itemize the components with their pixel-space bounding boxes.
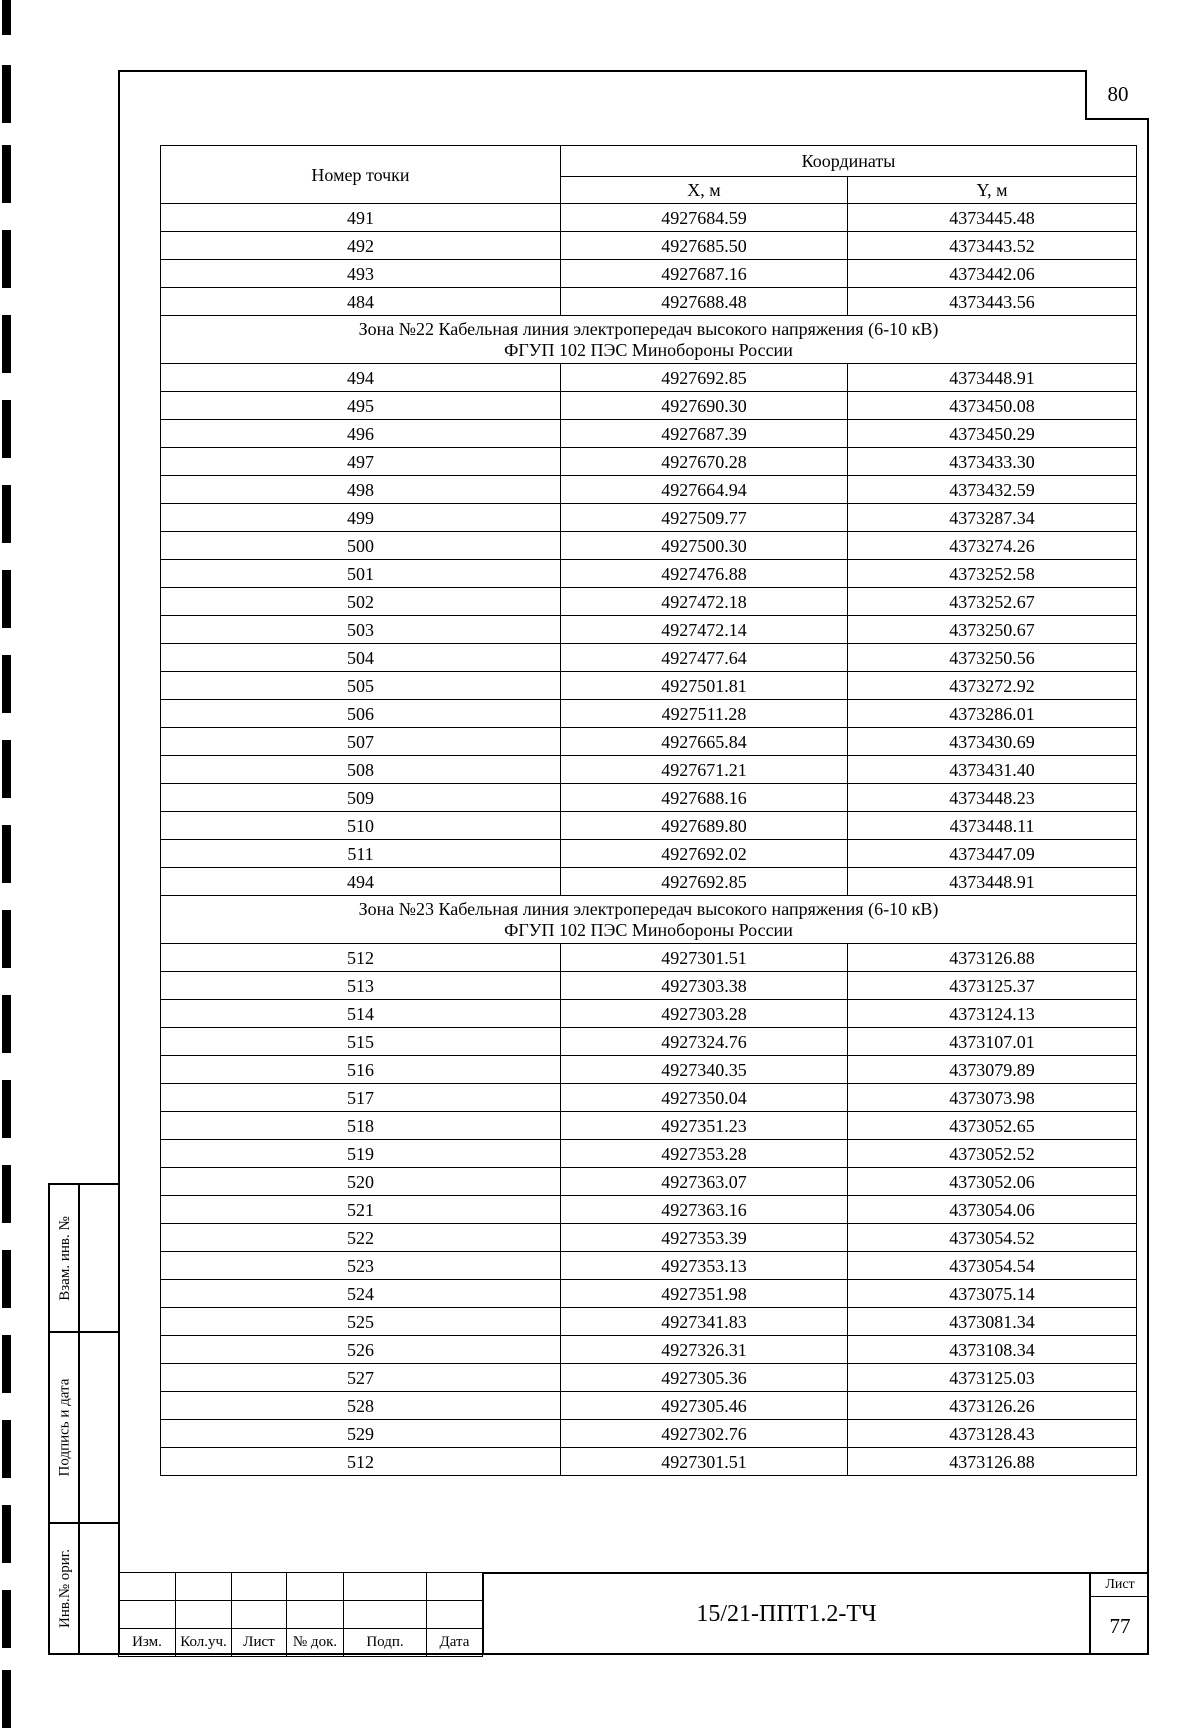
table-row (161, 756, 1137, 784)
stamp-label-kol-uch: Кол.уч. (176, 1629, 232, 1657)
y-coordinate-cell: 4373287.34 (848, 504, 1137, 532)
table-row (161, 644, 1137, 672)
y-coordinate-cell: 4373450.08 (848, 392, 1137, 420)
table-row (161, 728, 1137, 756)
y-coordinate-cell: 4373250.67 (848, 616, 1137, 644)
x-coordinate-cell: 4927303.28 (561, 1000, 848, 1028)
stamp-label-izm: Изм. (119, 1629, 176, 1657)
point-number-cell: 493 (161, 260, 561, 288)
document-code: 15/21-ППТ1.2-ТЧ (482, 1572, 1089, 1655)
table-row (161, 1084, 1137, 1112)
table-row (161, 532, 1137, 560)
table-row (161, 1140, 1137, 1168)
x-coordinate-cell: 4927302.76 (561, 1420, 848, 1448)
point-number-cell: 496 (161, 420, 561, 448)
point-number-cell: 499 (161, 504, 561, 532)
table-row (161, 1112, 1137, 1140)
point-number-cell: 519 (161, 1140, 561, 1168)
y-coordinate-cell: 4373052.52 (848, 1140, 1137, 1168)
x-coordinate-cell: 4927665.84 (561, 728, 848, 756)
binding-mark (2, 995, 11, 1053)
point-number-cell: 523 (161, 1252, 561, 1280)
table-row (161, 476, 1137, 504)
x-coordinate-cell: 4927476.88 (561, 560, 848, 588)
binding-mark (2, 1080, 11, 1138)
x-coordinate-cell: 4927301.51 (561, 944, 848, 972)
point-number-cell: 501 (161, 560, 561, 588)
point-number-cell: 495 (161, 392, 561, 420)
x-coordinate-cell: 4927363.07 (561, 1168, 848, 1196)
stamp-label-list: Лист (232, 1629, 287, 1657)
table-row (161, 1224, 1137, 1252)
y-coordinate-cell: 4373128.43 (848, 1420, 1137, 1448)
binding-mark (2, 825, 11, 883)
y-coordinate-cell: 4373443.52 (848, 232, 1137, 260)
table-row (161, 1056, 1137, 1084)
x-coordinate-cell: 4927692.02 (561, 840, 848, 868)
x-coordinate-cell: 4927301.51 (561, 1448, 848, 1476)
binding-mark (2, 1420, 11, 1478)
point-number-cell: 491 (161, 204, 561, 232)
x-coordinate-cell: 4927685.50 (561, 232, 848, 260)
x-coordinate-cell: 4927351.98 (561, 1280, 848, 1308)
x-coordinate-cell: 4927509.77 (561, 504, 848, 532)
x-coordinate-cell: 4927687.39 (561, 420, 848, 448)
x-coordinate-cell: 4927472.18 (561, 588, 848, 616)
table-row (161, 448, 1137, 476)
y-coordinate-cell: 4373448.91 (848, 364, 1137, 392)
point-number-cell: 503 (161, 616, 561, 644)
binding-mark (2, 655, 11, 713)
table-row (161, 204, 1137, 232)
stamp-label-podp: Подп. (344, 1629, 427, 1657)
y-coordinate-cell: 4373445.48 (848, 204, 1137, 232)
table-row (161, 260, 1137, 288)
point-number-cell: 500 (161, 532, 561, 560)
table-row (161, 364, 1137, 392)
x-coordinate-cell: 4927305.36 (561, 1364, 848, 1392)
sheet-number: 77 (1109, 1614, 1131, 1638)
binding-mark (2, 400, 11, 458)
y-coordinate-cell: 4373126.26 (848, 1392, 1137, 1420)
y-coordinate-cell: 4373432.59 (848, 476, 1137, 504)
table-row (161, 1000, 1137, 1028)
x-coordinate-cell: 4927350.04 (561, 1084, 848, 1112)
point-number-cell: 524 (161, 1280, 561, 1308)
x-coordinate-cell: 4927670.28 (561, 448, 848, 476)
binding-mark (2, 1165, 11, 1223)
y-coordinate-cell: 4373274.26 (848, 532, 1137, 560)
point-number-cell: 513 (161, 972, 561, 1000)
binding-mark (2, 1590, 11, 1648)
binding-mark (2, 1505, 11, 1563)
table-row (161, 700, 1137, 728)
y-coordinate-cell: 4373125.03 (848, 1364, 1137, 1392)
point-number-cell: 520 (161, 1168, 561, 1196)
x-coordinate-cell: 4927692.85 (561, 868, 848, 896)
coordinates-table (160, 145, 1137, 1476)
x-coordinate-cell: 4927351.23 (561, 1112, 848, 1140)
x-coordinate-cell: 4927341.83 (561, 1308, 848, 1336)
point-number-cell: 512 (161, 1448, 561, 1476)
sheet-label: Лист (1091, 1574, 1149, 1597)
point-number-cell: 512 (161, 944, 561, 972)
x-coordinate-cell: 4927684.59 (561, 204, 848, 232)
point-number-cell: 527 (161, 1364, 561, 1392)
binding-mark (2, 570, 11, 628)
y-coordinate-cell: 4373442.06 (848, 260, 1137, 288)
side-label-inv-orig: Инв.№ ориг. (56, 1549, 73, 1628)
table-row (161, 672, 1137, 700)
header-y: Y, м (848, 177, 1137, 204)
y-coordinate-cell: 4373430.69 (848, 728, 1137, 756)
y-coordinate-cell: 4373054.06 (848, 1196, 1137, 1224)
zone-title (161, 896, 1137, 944)
x-coordinate-cell: 4927363.16 (561, 1196, 848, 1224)
side-cell-inv-orig (48, 1522, 120, 1655)
side-approval-strip (48, 1183, 120, 1655)
table-row (161, 504, 1137, 532)
side-cell-vzam (48, 1183, 120, 1333)
y-coordinate-cell: 4373081.34 (848, 1308, 1137, 1336)
x-coordinate-cell: 4927688.48 (561, 288, 848, 316)
table-row (161, 1308, 1137, 1336)
table-row (161, 1252, 1137, 1280)
y-coordinate-cell: 4373448.91 (848, 868, 1137, 896)
table-row (161, 1196, 1137, 1224)
y-coordinate-cell: 4373126.88 (848, 1448, 1137, 1476)
binding-mark (2, 910, 11, 968)
y-coordinate-cell: 4373433.30 (848, 448, 1137, 476)
y-coordinate-cell: 4373252.58 (848, 560, 1137, 588)
point-number-cell: 492 (161, 232, 561, 260)
point-number-cell: 517 (161, 1084, 561, 1112)
point-number-cell: 497 (161, 448, 561, 476)
point-number-cell: 516 (161, 1056, 561, 1084)
x-coordinate-cell: 4927472.14 (561, 616, 848, 644)
x-coordinate-cell: 4927692.85 (561, 364, 848, 392)
table-row (161, 392, 1137, 420)
binding-mark (2, 0, 11, 35)
table-row (161, 840, 1137, 868)
x-coordinate-cell: 4927353.39 (561, 1224, 848, 1252)
y-coordinate-cell: 4373073.98 (848, 1084, 1137, 1112)
y-coordinate-cell: 4373052.65 (848, 1112, 1137, 1140)
page-number: 80 (1085, 70, 1149, 120)
y-coordinate-cell: 4373079.89 (848, 1056, 1137, 1084)
table-row (161, 560, 1137, 588)
table-row (161, 1364, 1137, 1392)
y-coordinate-cell: 4373124.13 (848, 1000, 1137, 1028)
table-row (161, 288, 1137, 316)
side-label-vzam: Взам. инв. № (56, 1215, 73, 1301)
zone-title-line2: ФГУП 102 ПЭС Минобороны России (504, 919, 793, 940)
point-number-cell: 498 (161, 476, 561, 504)
binding-mark (2, 145, 11, 203)
stamp-grid (118, 1572, 483, 1657)
point-number-cell: 529 (161, 1420, 561, 1448)
point-number-cell: 525 (161, 1308, 561, 1336)
header-x: X, м (561, 177, 848, 204)
table-row (161, 1280, 1137, 1308)
y-coordinate-cell: 4373052.06 (848, 1168, 1137, 1196)
y-coordinate-cell: 4373107.01 (848, 1028, 1137, 1056)
point-number-cell: 522 (161, 1224, 561, 1252)
binding-mark (2, 1670, 11, 1728)
x-coordinate-cell: 4927353.28 (561, 1140, 848, 1168)
y-coordinate-cell: 4373448.23 (848, 784, 1137, 812)
stamp-label-doc-no: № док. (287, 1629, 344, 1657)
y-coordinate-cell: 4373108.34 (848, 1336, 1137, 1364)
zone-title-line2: ФГУП 102 ПЭС Минобороны России (504, 339, 793, 360)
table-row (161, 420, 1137, 448)
binding-mark (2, 230, 11, 288)
point-number-cell: 514 (161, 1000, 561, 1028)
table-row (161, 232, 1137, 260)
table-row (161, 1448, 1137, 1476)
y-coordinate-cell: 4373286.01 (848, 700, 1137, 728)
x-coordinate-cell: 4927500.30 (561, 532, 848, 560)
table-row (161, 868, 1137, 896)
x-coordinate-cell: 4927689.80 (561, 812, 848, 840)
x-coordinate-cell: 4927690.30 (561, 392, 848, 420)
table-row (161, 784, 1137, 812)
y-coordinate-cell: 4373250.56 (848, 644, 1137, 672)
table-row (161, 812, 1137, 840)
x-coordinate-cell: 4927326.31 (561, 1336, 848, 1364)
x-coordinate-cell: 4927303.38 (561, 972, 848, 1000)
zone-title-line1: Зона №22 Кабельная линия электропередач высокого напряжения (6-10 кВ) (358, 318, 939, 339)
y-coordinate-cell: 4373450.29 (848, 420, 1137, 448)
point-number-cell: 507 (161, 728, 561, 756)
point-number-cell: 518 (161, 1112, 561, 1140)
point-number-cell: 526 (161, 1336, 561, 1364)
table-row (161, 1392, 1137, 1420)
x-coordinate-cell: 4927305.46 (561, 1392, 848, 1420)
title-block (118, 1572, 1149, 1655)
x-coordinate-cell: 4927511.28 (561, 700, 848, 728)
point-number-cell: 502 (161, 588, 561, 616)
stamp-label-data: Дата (427, 1629, 483, 1657)
binding-mark (2, 740, 11, 798)
header-point-number: Номер точки (161, 146, 561, 204)
x-coordinate-cell: 4927477.64 (561, 644, 848, 672)
x-coordinate-cell: 4927501.81 (561, 672, 848, 700)
header-coordinates: Координаты (561, 146, 1137, 177)
x-coordinate-cell: 4927688.16 (561, 784, 848, 812)
y-coordinate-cell: 4373252.67 (848, 588, 1137, 616)
point-number-cell: 528 (161, 1392, 561, 1420)
table-row (161, 1336, 1137, 1364)
zone-header-row (161, 316, 1137, 364)
point-number-cell: 505 (161, 672, 561, 700)
table-row (161, 588, 1137, 616)
point-number-cell: 504 (161, 644, 561, 672)
zone-title-line1: Зона №23 Кабельная линия электропередач высокого напряжения (6-10 кВ) (358, 898, 939, 919)
point-number-cell: 509 (161, 784, 561, 812)
x-coordinate-cell: 4927340.35 (561, 1056, 848, 1084)
y-coordinate-cell: 4373054.52 (848, 1224, 1137, 1252)
binding-mark (2, 1250, 11, 1308)
zone-header-row (161, 896, 1137, 944)
y-coordinate-cell: 4373447.09 (848, 840, 1137, 868)
y-coordinate-cell: 4373431.40 (848, 756, 1137, 784)
binding-mark (2, 1335, 11, 1393)
y-coordinate-cell: 4373054.54 (848, 1252, 1137, 1280)
point-number-cell: 506 (161, 700, 561, 728)
sheet-box (1089, 1572, 1149, 1655)
zone-title (161, 316, 1137, 364)
binding-mark (2, 485, 11, 543)
table-row (161, 972, 1137, 1000)
point-number-cell: 510 (161, 812, 561, 840)
y-coordinate-cell: 4373272.92 (848, 672, 1137, 700)
y-coordinate-cell: 4373448.11 (848, 812, 1137, 840)
x-coordinate-cell: 4927687.16 (561, 260, 848, 288)
table-row (161, 616, 1137, 644)
x-coordinate-cell: 4927664.94 (561, 476, 848, 504)
table-row (161, 1420, 1137, 1448)
x-coordinate-cell: 4927353.13 (561, 1252, 848, 1280)
point-number-cell: 484 (161, 288, 561, 316)
y-coordinate-cell: 4373443.56 (848, 288, 1137, 316)
point-number-cell: 515 (161, 1028, 561, 1056)
binding-mark (2, 65, 11, 123)
x-coordinate-cell: 4927324.76 (561, 1028, 848, 1056)
point-number-cell: 494 (161, 364, 561, 392)
x-coordinate-cell: 4927671.21 (561, 756, 848, 784)
y-coordinate-cell: 4373126.88 (848, 944, 1137, 972)
y-coordinate-cell: 4373125.37 (848, 972, 1137, 1000)
side-label-podpis: Подпись и дата (56, 1378, 73, 1477)
point-number-cell: 511 (161, 840, 561, 868)
point-number-cell: 521 (161, 1196, 561, 1224)
point-number-cell: 508 (161, 756, 561, 784)
y-coordinate-cell: 4373075.14 (848, 1280, 1137, 1308)
table-row (161, 944, 1137, 972)
side-cell-podpis (48, 1331, 120, 1524)
point-number-cell: 494 (161, 868, 561, 896)
table-row (161, 1168, 1137, 1196)
table-row (161, 1028, 1137, 1056)
binding-mark (2, 315, 11, 373)
